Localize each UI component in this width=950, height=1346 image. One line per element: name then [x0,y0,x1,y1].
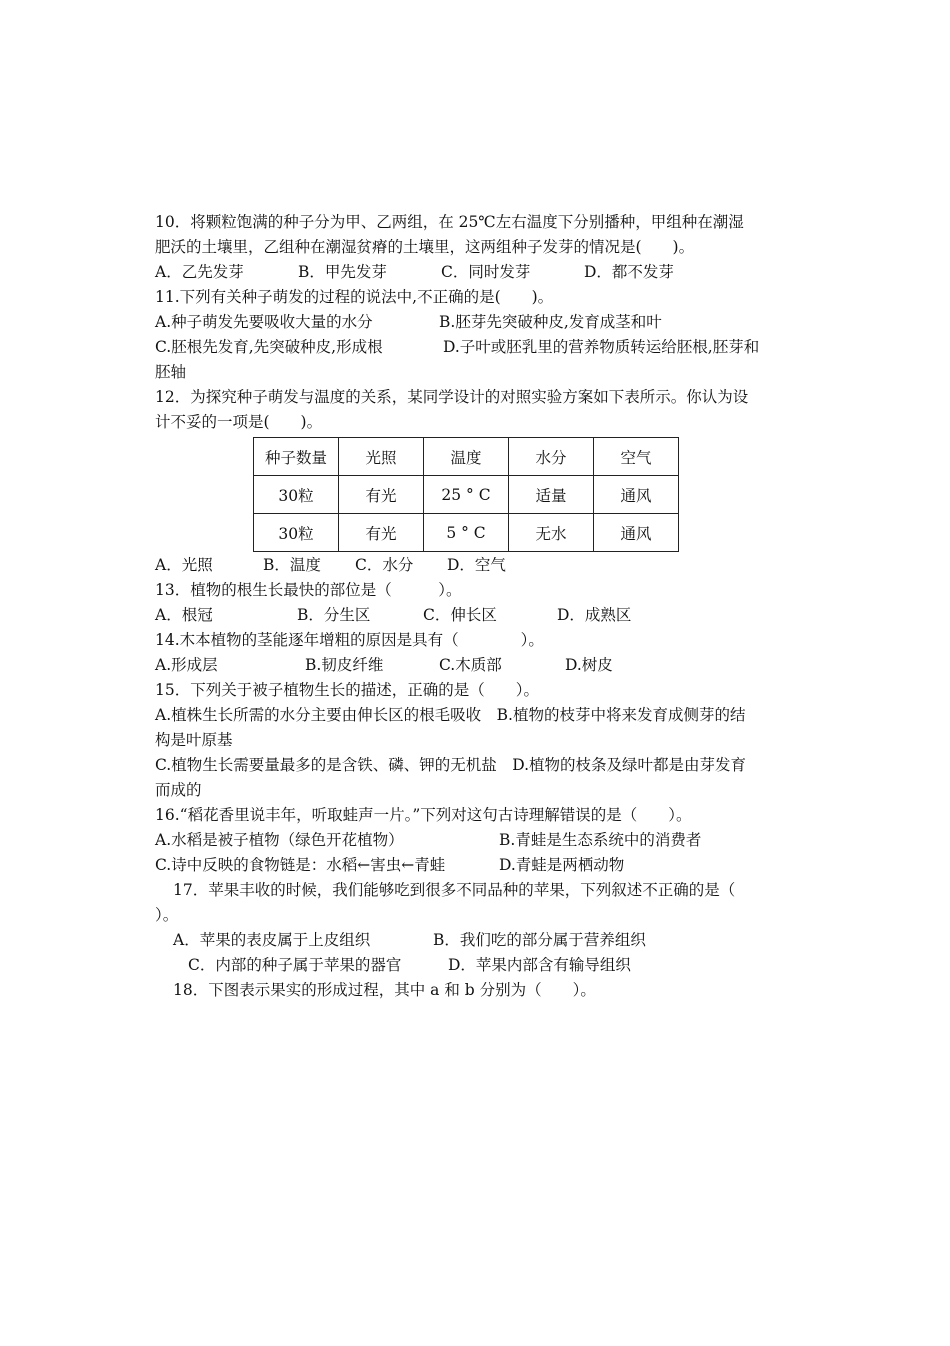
q14-option-a: A.形成层 [155,656,218,674]
q15-options-line3: C.植物生长需要量最多的是含铁、磷、钾的无机盐 D.植物的枝条及绿叶都是由芽发育 [155,756,747,774]
q11-option-d-cont: 胚轴 [155,363,187,381]
q11-option-d: D.子叶或胚乳里的营养物质转运给胚根,胚芽和 [443,338,760,356]
q13-option-c: C．伸长区 [423,606,497,624]
q14-options [155,653,800,678]
table-cell: 有光 [339,476,424,514]
q16-options-cd [155,853,800,878]
q12-option-b: B．温度 [263,556,321,574]
q13-option-a: A．根冠 [155,606,213,624]
q17-options-ab [155,928,800,953]
q11-stem: 11.下列有关种子萌发的过程的说法中,不正确的是( )。 [155,288,554,306]
q12-stem-line2: 计不妥的一项是( )。 [155,413,323,431]
q12-options [155,553,800,578]
q13-option-d: D．成熟区 [557,606,632,624]
table-cell: 通风 [594,476,679,514]
question-sheet [155,210,800,1003]
q10-option-d: D．都不发芽 [584,263,674,281]
q14-option-c: C.木质部 [439,656,502,674]
table-cell: 30粒 [254,476,339,514]
q14-stem: 14.木本植物的茎能逐年增粗的原因是具有（ ）。 [155,631,544,649]
q17-option-b: B．我们吃的部分属于营养组织 [433,931,646,949]
q12-option-a: A．光照 [155,556,213,574]
table-row [254,514,679,552]
q11-option-a: A.种子萌发先要吸收大量的水分 [155,313,373,331]
q17-option-d: D．苹果内部含有输导组织 [448,956,631,974]
q16-option-d: D.青蛙是两栖动物 [499,856,625,874]
q15-options-line2: 构是叶原基 [155,731,233,749]
table-cell: 5 ° C [424,514,509,552]
q17-stem-line2: ）。 [155,906,179,924]
q10-option-b: B．甲先发芽 [298,263,387,281]
q10-option-a: A．乙先发芽 [155,263,244,281]
q12-option-c: C．水分 [355,556,414,574]
q13-option-b: B．分生区 [297,606,371,624]
q14-option-d: D.树皮 [565,656,613,674]
table-row [254,476,679,514]
q16-option-a: A.水稻是被子植物（绿色开花植物） [155,831,404,849]
q10-options [155,260,800,285]
table-header-cell: 空气 [594,438,679,476]
table-header-cell: 光照 [339,438,424,476]
q16-option-b: B.青蛙是生态系统中的消费者 [499,831,702,849]
q12-stem-line1: 12．为探究种子萌发与温度的关系，某同学设计的对照实验方案如下表所示。你认为设 [155,388,749,406]
table-cell: 30粒 [254,514,339,552]
q16-stem: 16.“稻花香里说丰年，听取蛙声一片。”下列对这句古诗理解错误的是（ ）。 [155,806,692,824]
q15-stem: 15．下列关于被子植物生长的描述，正确的是（ ）。 [155,681,539,699]
q11-options-cd [155,335,800,360]
q10-stem-line2: 肥沃的土壤里，乙组种在潮湿贫瘠的土壤里，这两组种子发芽的情况是( )。 [155,238,695,256]
q10-stem-line1: 10．将颗粒饱满的种子分为甲、乙两组，在 25℃左右温度下分别播种，甲组种在潮湿 [155,213,744,231]
q15-options-line1: A.植株生长所需的水分主要由伸长区的根毛吸收 B.植物的枝芽中将来发育成侧芽的结 [155,706,746,724]
q17-options-cd [155,953,800,978]
q15-options-line4: 而成的 [155,781,202,799]
q13-stem: 13．植物的根生长最快的部位是（ ）。 [155,581,462,599]
q10-option-c: C．同时发芽 [441,263,531,281]
q13-options [155,603,800,628]
table-header-cell: 水分 [509,438,594,476]
table-header-cell: 温度 [424,438,509,476]
q11-options-ab [155,310,800,335]
q18-stem: 18．下图表示果实的形成过程，其中 a 和 b 分别为（ ）。 [173,981,596,999]
table-header-row [254,438,679,476]
table-cell: 适量 [509,476,594,514]
table-cell: 25 ° C [424,476,509,514]
q17-option-a: A．苹果的表皮属于上皮组织 [173,931,371,949]
q17-stem-line1: 17．苹果丰收的时候，我们能够吃到很多不同品种的苹果，下列叙述不正确的是（ [173,881,736,899]
q17-option-c: C．内部的种子属于苹果的器官 [188,956,402,974]
q16-option-c: C.诗中反映的食物链是：水稻←害虫←青蛙 [155,856,446,874]
table-cell: 有光 [339,514,424,552]
q12-option-d: D．空气 [447,556,506,574]
table-cell: 无水 [509,514,594,552]
q11-option-c: C.胚根先发育,先突破种皮,形成根 [155,338,383,356]
q16-options-ab [155,828,800,853]
q11-option-b: B.胚芽先突破种皮,发育成茎和叶 [439,313,662,331]
table-cell: 通风 [594,514,679,552]
table-header-cell: 种子数量 [254,438,339,476]
q14-option-b: B.韧皮纤维 [305,656,384,674]
experiment-table [253,437,679,552]
